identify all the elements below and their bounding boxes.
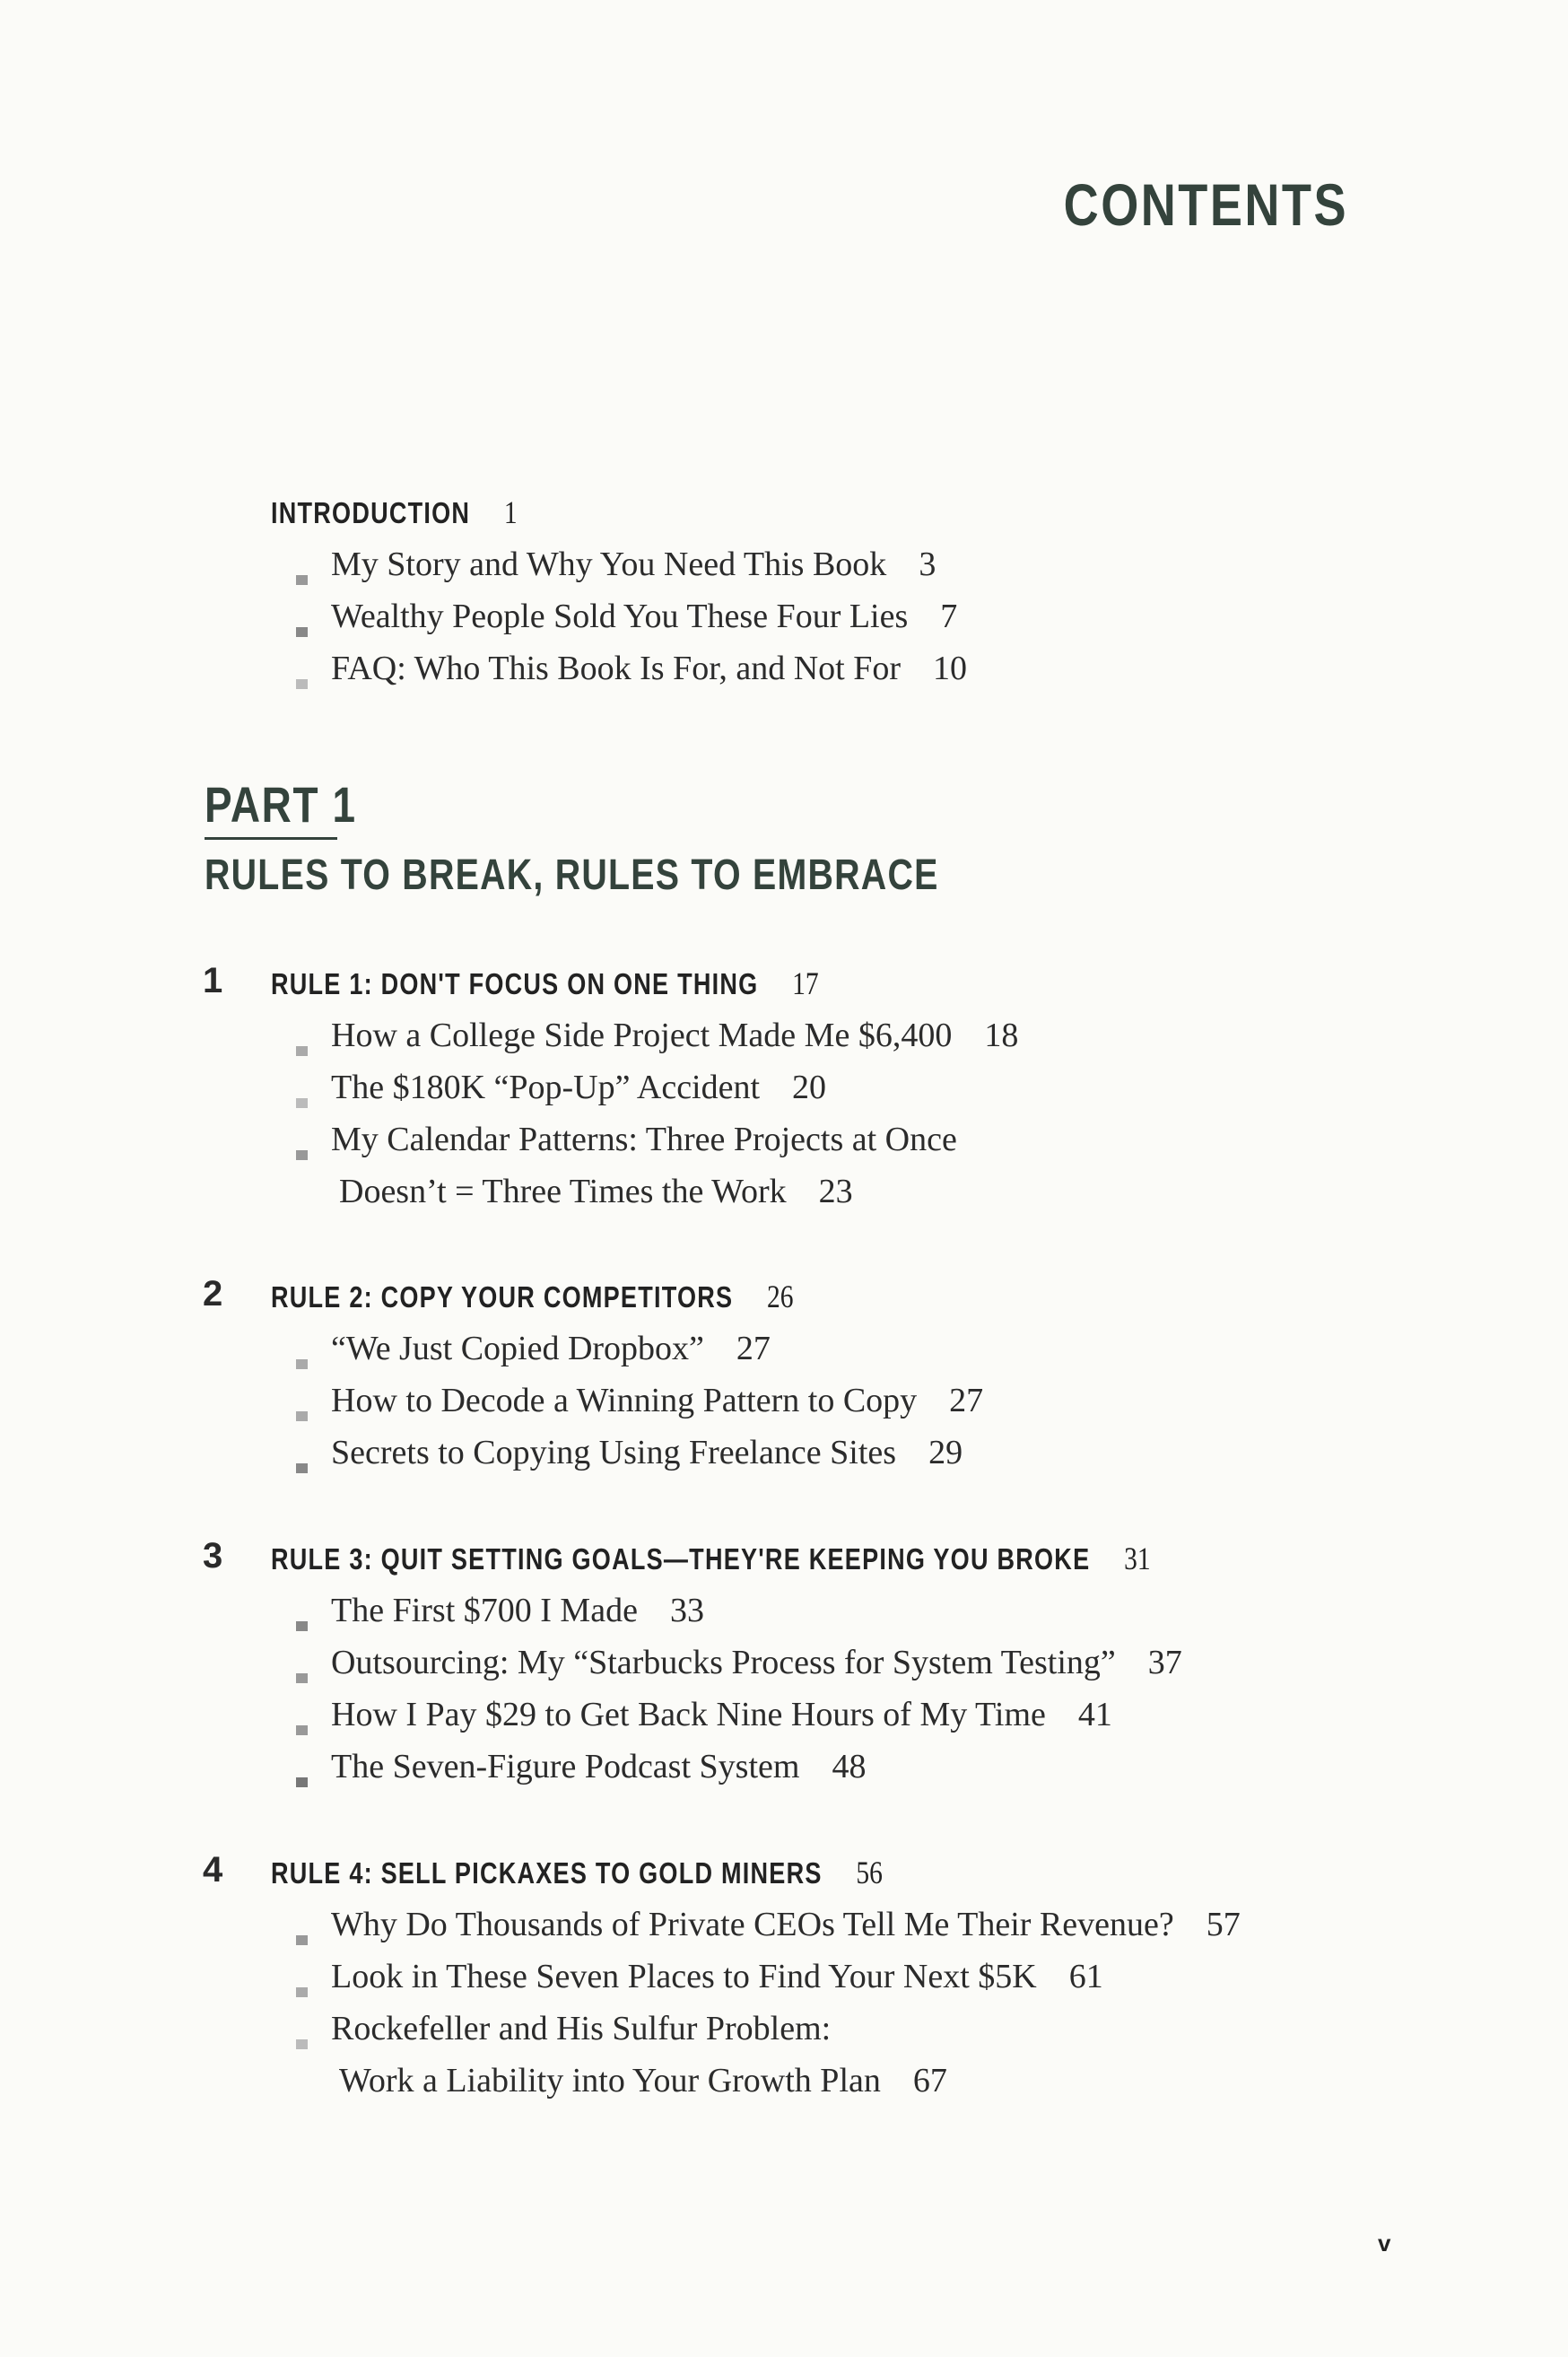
entry-text: FAQ: Who This Book Is For, and Not For [331,650,902,687]
entry-page: 7 [940,598,958,635]
entry-page: 20 [792,1069,827,1106]
part-label: PART 1 [205,776,357,833]
bullet-icon [294,1445,309,1461]
entry-page: 23 [818,1173,853,1210]
toc-entry [294,1957,1103,1996]
toc-entry [294,1643,1182,1682]
entry-page: 41 [1077,1696,1112,1733]
part-title: RULES TO BREAK, RULES TO EMBRACE [205,851,939,899]
chapter-number: 2 [203,1274,223,1314]
bullet-icon [294,1080,309,1096]
toc-entry [294,1329,771,1368]
entry-text: “We Just Copied Dropbox” [331,1330,704,1367]
section-page: 1 [503,494,518,530]
entry-text: How to Decode a Winning Pattern to Copy [331,1382,918,1419]
bullet-icon [294,1759,309,1775]
bullet-icon [294,609,309,624]
entry-text: Look in These Seven Places to Find Your Next $5K [331,1958,1037,1995]
entry-text: The Seven-Figure Podcast System [331,1748,800,1785]
toc-entry [294,597,957,636]
bullet-icon [294,2021,309,2037]
entry-page: 27 [949,1382,984,1419]
toc-entry [294,1591,704,1630]
entry-page: 18 [984,1017,1019,1054]
entry-page: 33 [669,1592,704,1629]
page-number: v [1378,2230,1391,2257]
bullet-icon [294,1707,309,1723]
chapter-label: RULE 3: QUIT SETTING GOALS—THEY'RE KEEPING YOU BROKE [271,1542,1091,1576]
bullet-icon [294,1132,309,1148]
bullet-icon [294,1028,309,1043]
chapter-label: RULE 4: SELL PICKAXES TO GOLD MINERS [271,1856,823,1890]
part-divider [205,837,337,840]
entry-page: 29 [928,1434,963,1471]
toc-entry [294,649,967,688]
entry-page: 10 [933,650,968,687]
entry-page: 67 [912,2062,947,2099]
chapter-label: RULE 1: DON'T FOCUS ON ONE THING [271,967,759,1000]
toc-entry [294,545,936,584]
bullet-icon [294,1341,309,1357]
chapter-page: 26 [767,1279,794,1314]
bullet-icon [294,1603,309,1619]
chapter-heading [271,965,819,1002]
bullet-icon [294,557,309,572]
entry-text: Outsourcing: My “Starbucks Process for System Testing” [331,1644,1116,1681]
chapter-heading [271,1854,883,1891]
chapter-heading [271,1540,1151,1577]
chapter-page: 56 [856,1855,883,1890]
toc-entry [294,1381,983,1420]
entry-page: 57 [1206,1906,1241,1943]
chapter-label: RULE 2: COPY YOUR COMPETITORS [271,1280,734,1314]
toc-entry [294,1433,963,1472]
entry-text: How a College Side Project Made Me $6,400 [331,1017,953,1054]
toc-entry [294,1016,1018,1055]
entry-text: My Story and Why You Need This Book [331,546,887,583]
entry-text: Wealthy People Sold You These Four Lies [331,598,909,635]
toc-entry-continuation [339,2061,947,2100]
chapter-number: 3 [203,1536,223,1576]
toc-entry [294,1695,1112,1734]
chapter-number: 1 [203,961,223,1000]
entry-text: Doesn’t = Three Times the Work [339,1173,787,1210]
entry-text: The $180K “Pop-Up” Accident [331,1069,761,1106]
entry-text: Work a Liability into Your Growth Plan [339,2062,881,2099]
entry-text: My Calendar Patterns: Three Projects at Once [331,1121,957,1158]
section-label: INTRODUCTION [271,496,471,529]
entry-page: 3 [919,546,936,583]
entry-page: 61 [1068,1958,1103,1995]
entry-page: 27 [736,1330,771,1367]
entry-text: The First $700 I Made [331,1592,638,1629]
bullet-icon [294,1655,309,1671]
chapter-number: 4 [203,1850,223,1890]
entry-page: 48 [832,1748,867,1785]
page-title: CONTENTS [1063,171,1348,238]
toc-entry [294,1747,866,1786]
introduction-heading [271,493,518,531]
toc-entry [294,1068,826,1107]
bullet-icon [294,1917,309,1933]
entry-text: Secrets to Copying Using Freelance Sites [331,1434,897,1471]
toc-entry-continuation [339,1172,853,1211]
bullet-icon [294,1969,309,1985]
toc-entry [294,1120,957,1159]
chapter-heading [271,1278,794,1315]
entry-text: Rockefeller and His Sulfur Problem: [331,2010,832,2047]
chapter-page: 31 [1124,1541,1151,1576]
bullet-icon [294,661,309,677]
chapter-page: 17 [792,965,819,1001]
entry-text: How I Pay $29 to Get Back Nine Hours of My Time [331,1696,1046,1733]
entry-page: 37 [1147,1644,1182,1681]
toc-entry [294,1905,1241,1944]
bullet-icon [294,1393,309,1409]
entry-text: Why Do Thousands of Private CEOs Tell Me Their Revenue? [331,1906,1174,1943]
toc-entry [294,2009,831,2048]
